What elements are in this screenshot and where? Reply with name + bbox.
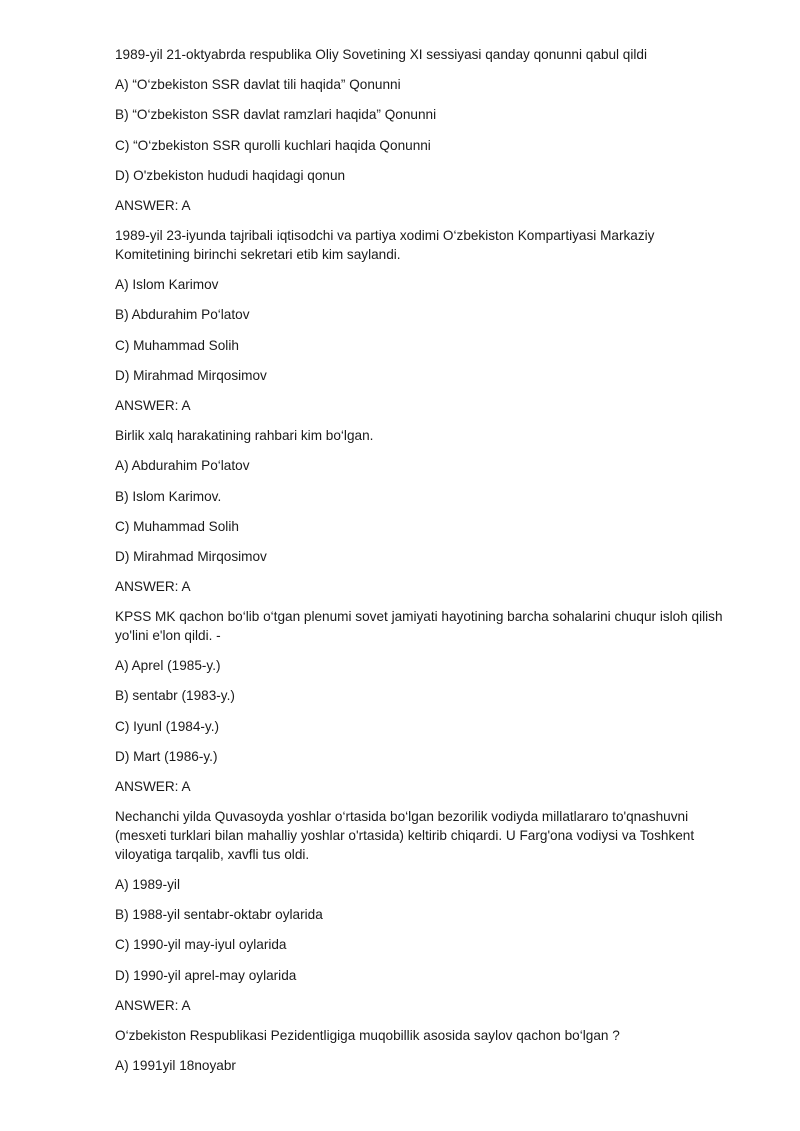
answer-option: A) 1989-yil bbox=[115, 876, 180, 892]
answer-option: C) Iyunl (1984-y.) bbox=[115, 718, 219, 734]
answer-option: A) Abdurahim Po‘latov bbox=[115, 458, 250, 474]
answer-option: A) Aprel (1985-y.) bbox=[115, 658, 221, 674]
question-text: 1989-yil 21-oktyabrda respublika Oliy Sovetining XI sessiyasi qanday qonunni qabul qildi bbox=[115, 47, 647, 62]
answer-option: C) 1990-yil may-iyul oylarida bbox=[115, 937, 287, 953]
answer-option: B) Islom Karimov. bbox=[115, 488, 222, 504]
answer-key: ANSWER: A bbox=[115, 997, 191, 1013]
answer-option: D) Mirahmad Mirqosimov bbox=[115, 548, 267, 564]
question-text: O‘zbekiston Respublikasi Pezidentligiga muqobillik asosida saylov qachon bo‘lgan ? bbox=[115, 1027, 620, 1043]
answer-option: A) “O‘zbekiston SSR davlat tili haqida” Qonunni bbox=[115, 77, 401, 93]
question-text: 1989-yil 23-iyunda tajribali iqtisodchi va partiya xodimi O‘zbekiston Kompartiyasi Markaziy Komitetining birinchi sekretari etib kim saylandi. bbox=[115, 228, 655, 262]
question-text: Birlik xalq harakatining rahbari kim bo‘lgan. bbox=[115, 428, 374, 444]
question-text: Nechanchi yilda Quvasoyda yoshlar o‘rtasida bo‘lgan bezorilik vodiyda millatlararo to'qnashuvni (mesxeti turklari bilan mahalliy yoshlar o'rtasida) keltirib chiqardi. U Farg'ona vodiysi va Toshkent viloyatiga tarqalib, xavfli tus oldi. bbox=[115, 809, 695, 862]
document-page bbox=[115, 46, 730, 1087]
answer-option: D) 1990-yil aprel-may oylarida bbox=[115, 967, 297, 983]
answer-option: D) Mart (1986-y.) bbox=[115, 748, 218, 764]
answer-option: C) Muhammad Solih bbox=[115, 337, 239, 353]
answer-option: A) Islom Karimov bbox=[115, 277, 219, 293]
question-text: KPSS MK qachon bo‘lib o‘tgan plenumi sovet jamiyati hayotining barcha sohalarini chuqur isloh qilish yo'lini e'lon qildi. - bbox=[115, 609, 723, 644]
answer-key: ANSWER: A bbox=[115, 198, 191, 214]
answer-option: B) Abdurahim Po‘latov bbox=[115, 307, 250, 323]
answer-option: B) 1988-yil sentabr-oktabr oylarida bbox=[115, 907, 323, 923]
answer-key: ANSWER: A bbox=[115, 579, 191, 595]
answer-option: D) Mirahmad Mirqosimov bbox=[115, 367, 267, 383]
answer-option: B) sentabr (1983-y.) bbox=[115, 688, 235, 704]
answer-option: B) “O‘zbekiston SSR davlat ramzlari haqida” Qonunni bbox=[115, 107, 437, 123]
answer-option: C) Muhammad Solih bbox=[115, 518, 239, 534]
answer-option: C) “O‘zbekiston SSR qurolli kuchlari haqida Qonunni bbox=[115, 137, 431, 153]
answer-option: A) 1991yil 18noyabr bbox=[115, 1058, 236, 1074]
answer-key: ANSWER: A bbox=[115, 779, 191, 795]
answer-key: ANSWER: A bbox=[115, 397, 191, 413]
answer-option: D) O'zbekiston hududi haqidagi qonun bbox=[115, 167, 346, 183]
